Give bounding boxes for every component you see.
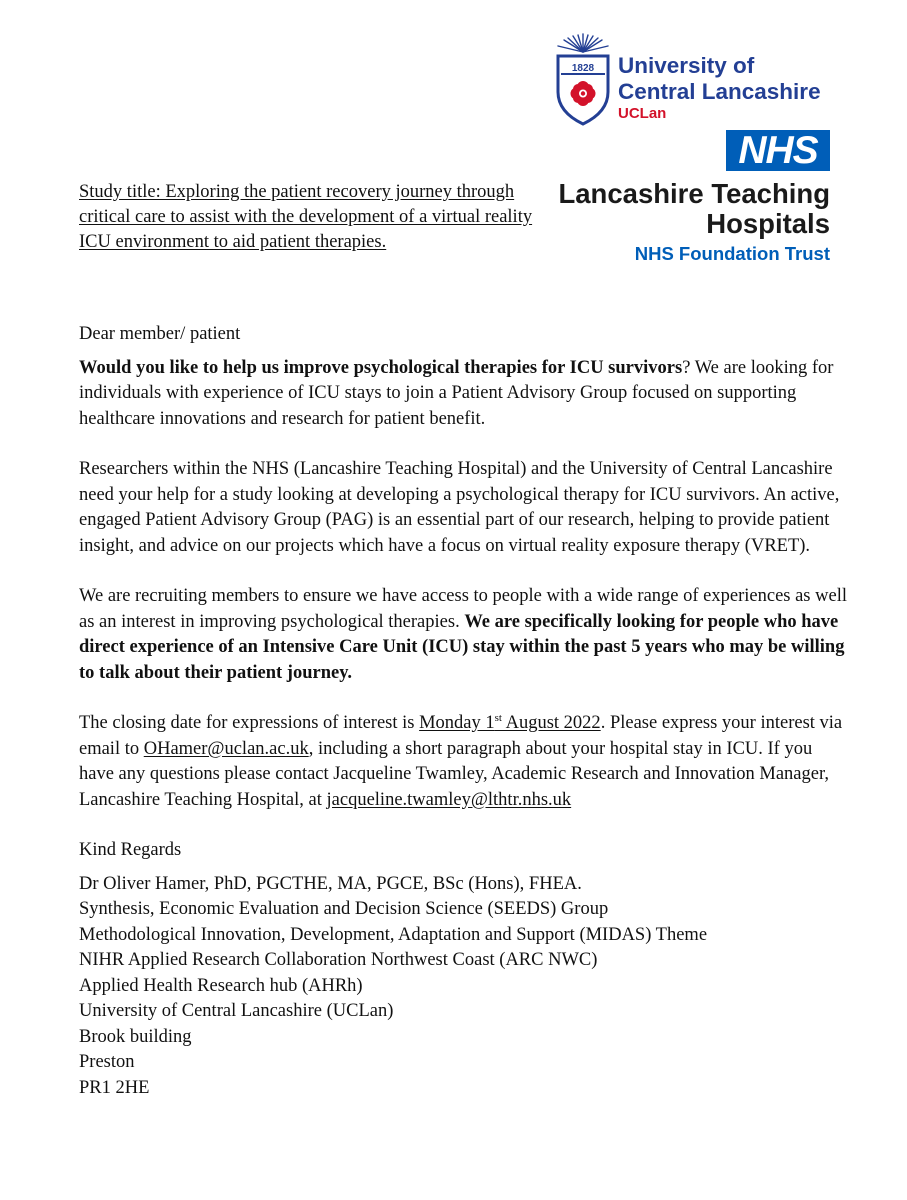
- nhs-trust-line2: Hospitals: [706, 208, 830, 239]
- letter-body: [79, 322, 851, 1101]
- uclan-short-name: UCLan: [618, 105, 667, 122]
- contact-instructions: , including a short paragraph about your hospital stay in ICU. If you have any questions please contact Jacqueline Twamley, Academic Research and Innovation Manager, Lancashire Teaching Hospital, at: [79, 738, 830, 810]
- study-title-text: Study title: Exploring the patient recovery journey through critical care to assist with the development of a virtual reality ICU environment to aid patient therapies.: [79, 182, 533, 252]
- nhs-badge-text: NHS: [738, 129, 818, 172]
- paragraph-closing-date: [79, 711, 851, 813]
- recruiting-criteria: We are specifically looking for people who have direct experience of an Intensive Care Unit (ICU) stay within the past 5 years who may be willing to talk about their patient journey.: [79, 611, 845, 683]
- email-link-ohamer[interactable]: OHamer@uclan.ac.uk: [143, 738, 309, 759]
- closing-date-suffix: st: [494, 711, 502, 724]
- closing-date: [419, 713, 601, 733]
- closing-date-intro: The closing date for expressions of interest is: [79, 713, 420, 733]
- closing-date-instructions: . Please express your interest via email to: [79, 713, 843, 759]
- signature-line: Preston: [79, 1052, 135, 1072]
- closing-salutation: Kind Regards: [79, 840, 182, 860]
- paragraph-recruiting: [79, 584, 851, 686]
- study-title: [79, 180, 534, 255]
- recruiting-text: We are recruiting members to ensure we have access to people with a wide range of experiences as well as an interest in improving psychological therapies.: [79, 586, 847, 632]
- email-link-twamley[interactable]: jacqueline.twamley@lthtr.nhs.uk: [326, 789, 572, 810]
- signature-line: University of Central Lancashire (UCLan): [79, 1001, 394, 1021]
- intro-question: Would you like to help us improve psychological therapies for ICU survivors: [79, 357, 683, 378]
- uclan-crest-icon: [553, 32, 613, 126]
- signature-line: Methodological Innovation, Development, Adaptation and Support (MIDAS) Theme: [79, 924, 708, 945]
- paragraph-intro: [79, 356, 851, 433]
- closing-date-day: Monday 1: [419, 713, 495, 733]
- nhs-trust-line1: Lancashire Teaching: [558, 178, 830, 209]
- paragraph-researchers: Researchers within the NHS (Lancashire Teaching Hospital) and the University of Central Lancashire need your help for a study looking at developing a psychological therapy for ICU survivors. An active, engaged Patient Advisory Group (PAG) is an essential part of our research, helping to provide patient insight, and advice on our projects which have a focus on virtual reality exposure therapy (VRET).: [79, 459, 840, 556]
- uclan-logo: [553, 32, 843, 126]
- signature-line: Applied Health Research hub (AHRh): [79, 975, 363, 996]
- uclan-name-line1: University of: [618, 53, 755, 78]
- signature-line: Dr Oliver Hamer, PhD, PGCTHE, MA, PGCE, BSc (Hons), FHEA.: [79, 873, 582, 894]
- greeting: Dear member/ patient: [79, 324, 241, 344]
- closing-date-rest: August 2022: [502, 713, 601, 733]
- intro-rest: ? We are looking for individuals with experience of ICU stays to join a Patient Advisory Group focused on supporting healthcare innovations and research for patient benefit.: [79, 357, 834, 429]
- nhs-badge: [726, 130, 830, 171]
- signature-line: PR1 2HE: [79, 1077, 150, 1098]
- signature-line: Brook building: [79, 1026, 192, 1047]
- uclan-name-line2: Central Lancashire: [618, 79, 821, 104]
- nhs-trust-line3: NHS Foundation Trust: [634, 243, 830, 264]
- signature-line: NIHR Applied Research Collaboration Northwest Coast (ARC NWC): [79, 950, 598, 970]
- signature-block: [79, 872, 851, 1102]
- uclan-crest-year: 1828: [571, 63, 595, 74]
- signature-line: Synthesis, Economic Evaluation and Decision Science (SEEDS) Group: [79, 899, 609, 919]
